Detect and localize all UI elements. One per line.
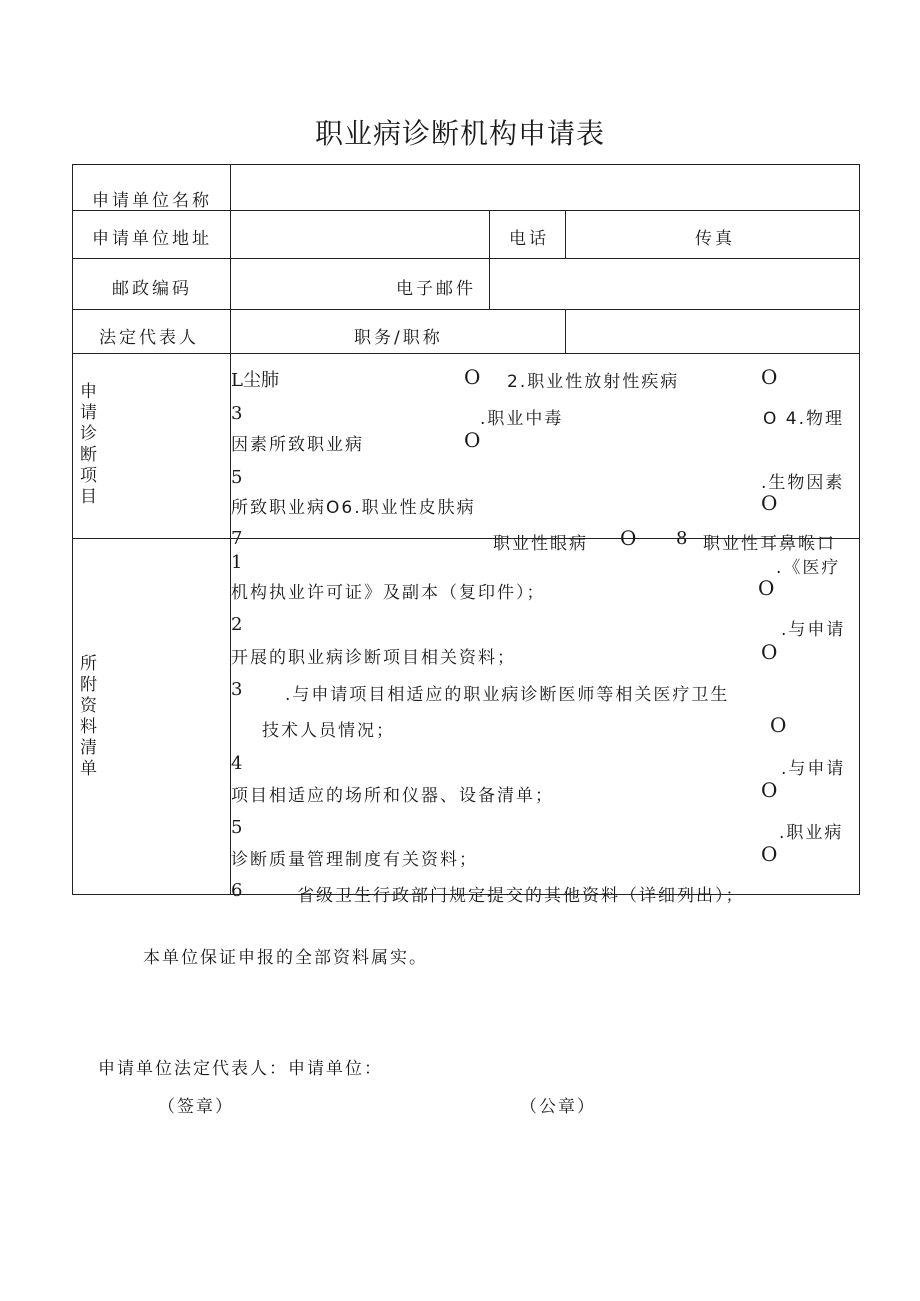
legal-rep-signature: （签章） (158, 1097, 234, 1117)
item-7-number: 7 (231, 528, 243, 549)
material-1-text: 机构执业许可证》及副本（复印件）； (231, 583, 546, 603)
declaration-text: 本单位保证申报的全部资料属实。 (143, 948, 428, 968)
material-2-head: .与申请 (781, 620, 846, 640)
item-7-checkbox[interactable]: O (620, 526, 637, 550)
material-3-number: 3 (231, 679, 243, 700)
item-6-checkbox[interactable]: O (761, 491, 778, 515)
unit-name-label: 申请单位名称 (92, 191, 212, 211)
item-4-text: 因素所致职业病 (231, 435, 364, 455)
item-3-text: .职业中毒 (480, 409, 564, 429)
item-5-6-text: 所致职业病O6.职业性皮肤病 (231, 498, 476, 518)
item-2-text: 2.职业性放射性疾病 (507, 372, 680, 392)
legal-rep-label: 法定代表人 (99, 328, 199, 348)
material-5-number: 5 (231, 817, 243, 838)
material-5-checkbox[interactable]: O (761, 842, 778, 866)
material-2-number: 2 (231, 614, 243, 635)
item-4-checkbox[interactable]: O (464, 428, 481, 452)
postal-code-label: 邮政编码 (112, 279, 192, 299)
email-label: 电子邮件 (396, 279, 476, 299)
material-6-number: 6 (231, 880, 243, 901)
material-1-number: 1 (231, 552, 243, 573)
material-4-text: 项目相适应的场所和仪器、设备清单； (231, 786, 554, 806)
items-section-label: 申请诊断项目 (80, 382, 97, 507)
item-5-text: .生物因素 (761, 473, 845, 493)
unit-address-label: 申请单位地址 (92, 229, 212, 249)
materials-section-label: 所附资料清单 (80, 654, 97, 779)
item-7-text: 职业性眼病 (493, 534, 588, 554)
official-seal: （公章） (520, 1097, 596, 1117)
fax-label: 传真 (695, 229, 735, 249)
diagnosis-items-cell (231, 354, 859, 554)
material-4-checkbox[interactable]: O (761, 778, 778, 802)
table-border-right (859, 164, 860, 895)
page-title: 职业病诊断机构申请表 (314, 117, 605, 150)
item-1-text: L尘肺 (231, 370, 279, 391)
phone-label: 电话 (509, 229, 549, 249)
position-title-field[interactable] (567, 311, 858, 352)
column-divider (565, 309, 566, 354)
materials-list-cell (231, 539, 859, 906)
material-3-checkbox[interactable]: O (770, 713, 787, 737)
unit-address-field[interactable] (232, 212, 488, 257)
position-title-label: 职务/职称 (354, 328, 443, 348)
item-3-number: 3 (231, 403, 243, 424)
material-1-head: .《医疗 (776, 558, 841, 578)
column-divider (489, 210, 490, 310)
item-5-number: 5 (231, 467, 243, 488)
row-divider (72, 309, 860, 310)
material-2-text: 开展的职业病诊断项目相关资料； (231, 648, 516, 668)
item-8-number: 8 (676, 528, 688, 549)
email-field[interactable] (491, 260, 858, 308)
material-5-head: .职业病 (779, 823, 844, 843)
item-2-checkbox[interactable]: O (761, 365, 778, 389)
signature-line: 申请单位法定代表人：申请单位： (98, 1059, 383, 1079)
row-divider (72, 258, 860, 259)
material-4-number: 4 (231, 753, 243, 774)
item-3-checkbox-and-item-4[interactable]: O 4.物理 (763, 409, 845, 429)
item-8-text: 职业性耳鼻喉口 (703, 534, 836, 554)
material-6-text: 省级卫生行政部门规定提交的其他资料（详细列出）； (297, 886, 745, 906)
table-border-left (72, 164, 73, 895)
item-1-checkbox[interactable]: O (464, 365, 481, 389)
table-border-top (72, 164, 860, 165)
material-3-text: 技术人员情况； (262, 721, 395, 741)
material-4-head: .与申请 (781, 759, 846, 779)
material-1-checkbox[interactable]: O (758, 576, 775, 600)
material-5-text: 诊断质量管理制度有关资料； (231, 850, 478, 870)
unit-name-field[interactable] (232, 166, 858, 209)
column-divider (565, 210, 566, 259)
material-2-checkbox[interactable]: O (761, 640, 778, 664)
material-3-head: .与申请项目相适应的职业病诊断医师等相关医疗卫生 (285, 685, 730, 705)
